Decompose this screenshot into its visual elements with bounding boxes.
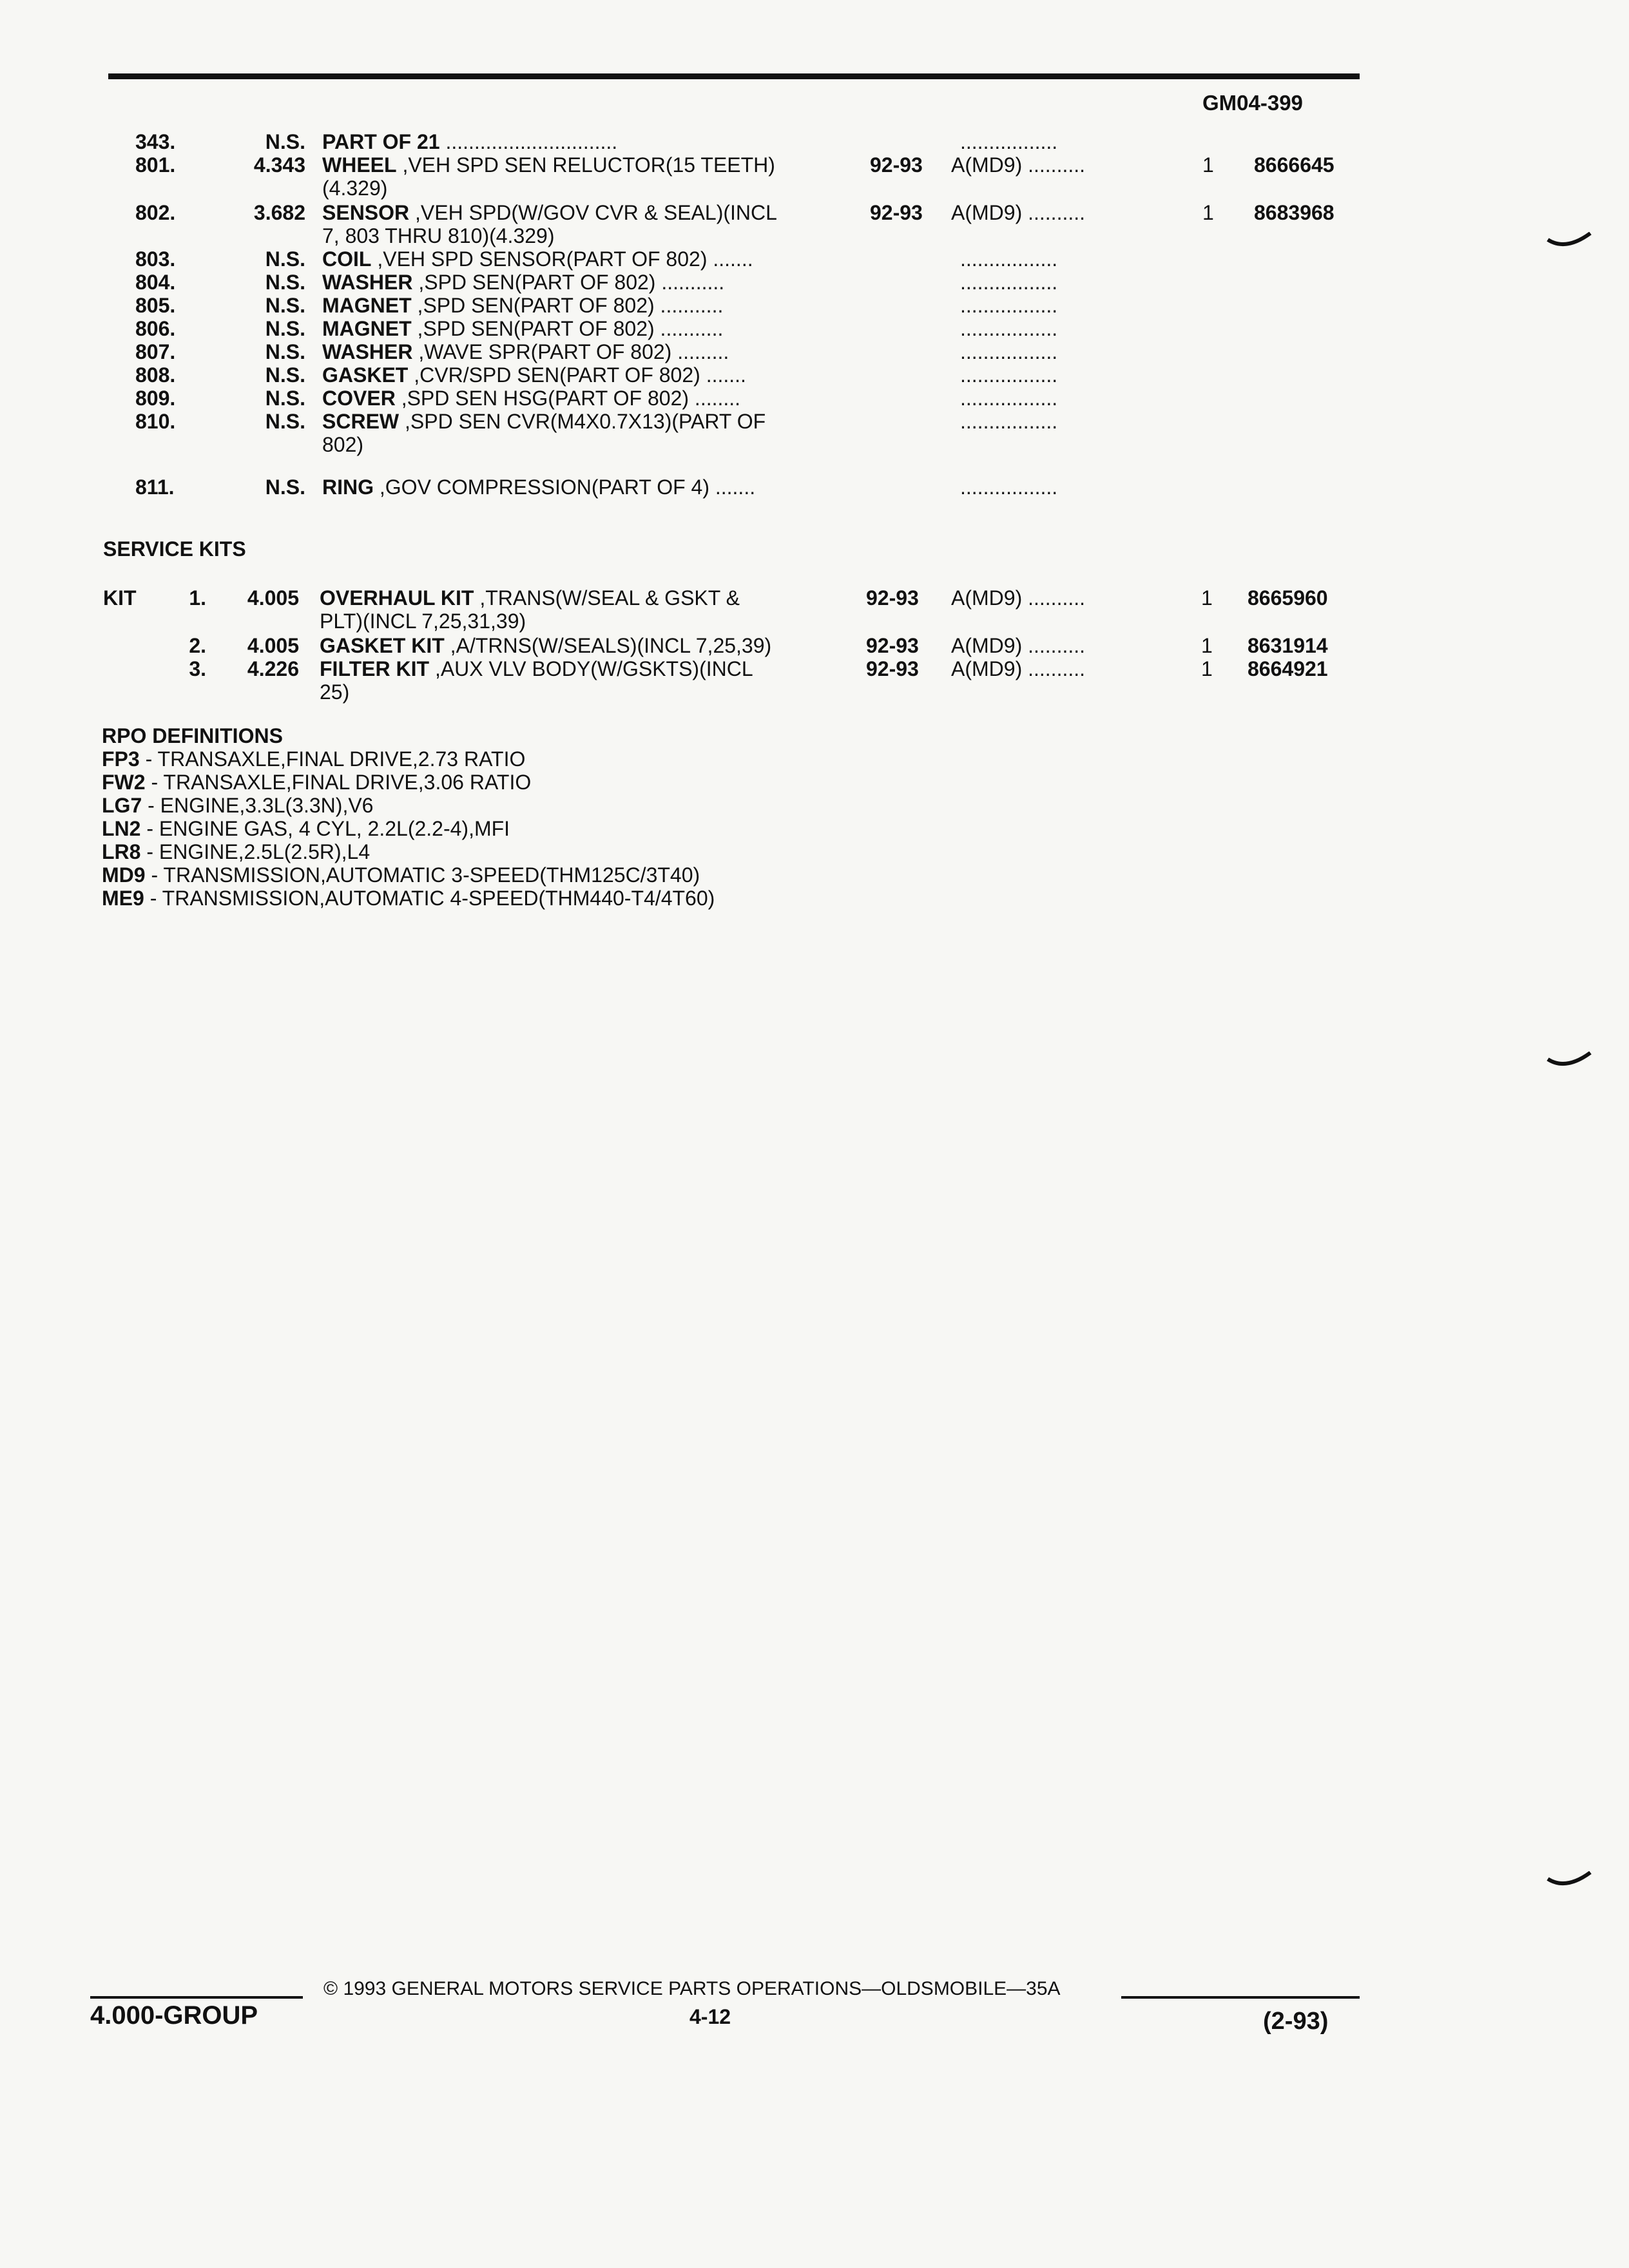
group-number: 4.343 xyxy=(253,153,305,177)
item-number: 1. xyxy=(189,586,206,610)
item-detail: .............................. xyxy=(439,130,618,153)
item-name: COVER xyxy=(322,387,396,410)
item-name: OVERHAUL KIT xyxy=(320,586,474,610)
item-description xyxy=(322,410,954,456)
group-number: N.S. xyxy=(265,130,305,153)
item-name: RING xyxy=(322,476,374,499)
rpo-text: - TRANSAXLE,FINAL DRIVE,2.73 RATIO xyxy=(139,747,526,771)
item-name: SCREW xyxy=(322,410,400,433)
rpo-code: LG7 xyxy=(102,794,142,817)
group-number: 4.005 xyxy=(247,634,299,657)
item-name: COIL xyxy=(322,247,372,271)
kit-label: KIT xyxy=(103,586,137,610)
footer-date: (2-93) xyxy=(1263,2008,1329,2035)
item-description xyxy=(322,153,954,200)
part-number: 8664921 xyxy=(1248,657,1328,680)
item-number: 810. xyxy=(135,410,176,433)
item-detail: ,VEH SPD(W/GOV CVR & SEAL)(INCL xyxy=(409,201,777,224)
item-name: MAGNET xyxy=(322,294,412,317)
rpo-text: - TRANSAXLE,FINAL DRIVE,3.06 RATIO xyxy=(145,771,532,794)
rpo-item xyxy=(102,863,715,887)
item-detail: ,SPD SEN(PART OF 802) ........... xyxy=(412,271,725,294)
rpo-code: FW2 xyxy=(102,771,146,794)
item-description xyxy=(322,363,954,387)
item-name: GASKET xyxy=(322,363,409,387)
rpo-item xyxy=(102,747,715,771)
item-name: WASHER xyxy=(322,340,413,363)
item-number: 805. xyxy=(135,294,176,317)
item-number: 802. xyxy=(135,201,176,224)
item-name: PART OF 21 xyxy=(322,130,440,153)
item-name: FILTER KIT xyxy=(320,657,430,680)
group-number: N.S. xyxy=(265,387,305,410)
usage: ................. xyxy=(960,476,1058,499)
item-description xyxy=(322,340,954,363)
usage: A(MD9) .......... xyxy=(951,586,1086,610)
footer-copyright: © 1993 GENERAL MOTORS SERVICE PARTS OPERATIONS—OLDSMOBILE—35A xyxy=(323,1978,1061,1999)
item-number: 807. xyxy=(135,340,176,363)
rpo-item xyxy=(102,794,715,817)
item-name: WASHER xyxy=(322,271,413,294)
rpo-text: - ENGINE,2.5L(2.5R),L4 xyxy=(140,840,371,863)
group-number: N.S. xyxy=(265,476,305,499)
usage: ................. xyxy=(960,294,1058,317)
footer-group: 4.000-GROUP xyxy=(90,2001,258,2030)
item-number: 803. xyxy=(135,247,176,271)
rpo-text: - ENGINE,3.3L(3.3N),V6 xyxy=(142,794,374,817)
item-detail: ,GOV COMPRESSION(PART OF 4) ....... xyxy=(374,476,756,499)
years: 92-93 xyxy=(870,153,923,177)
item-description xyxy=(322,317,954,340)
item-number: 804. xyxy=(135,271,176,294)
part-number: 8683968 xyxy=(1254,201,1335,224)
years: 92-93 xyxy=(866,657,919,680)
item-detail: ,SPD SEN(PART OF 802) ........... xyxy=(411,294,724,317)
item-number: 801. xyxy=(135,153,176,177)
group-number: N.S. xyxy=(265,363,305,387)
years: 92-93 xyxy=(866,634,919,657)
part-number: 8665960 xyxy=(1248,586,1328,610)
item-description xyxy=(322,271,954,294)
item-detail: ,CVR/SPD SEN(PART OF 802) ....... xyxy=(408,363,746,387)
item-detail-cont: 802) xyxy=(322,433,364,456)
usage: ................. xyxy=(960,363,1058,387)
item-detail-cont: (4.329) xyxy=(322,177,388,200)
quantity: 1 xyxy=(1201,586,1213,610)
item-detail: ,A/TRNS(W/SEALS)(INCL 7,25,39) xyxy=(444,634,772,657)
item-number: 2. xyxy=(189,634,206,657)
item-detail: ,TRANS(W/SEAL & GSKT & xyxy=(474,586,740,610)
rpo-item xyxy=(102,817,715,840)
group-number: 4.005 xyxy=(247,586,299,610)
item-number: 808. xyxy=(135,363,176,387)
rpo-item xyxy=(102,887,715,910)
group-number: N.S. xyxy=(265,340,305,363)
quantity: 1 xyxy=(1202,153,1214,177)
item-description xyxy=(322,247,954,271)
rpo-code: FP3 xyxy=(102,747,140,771)
part-number: 8666645 xyxy=(1254,153,1335,177)
usage: A(MD9) .......... xyxy=(951,634,1086,657)
item-number: 809. xyxy=(135,387,176,410)
rpo-title: RPO DEFINITIONS xyxy=(102,724,283,747)
item-number: 806. xyxy=(135,317,176,340)
service-kits-heading: SERVICE KITS xyxy=(103,537,246,561)
usage: ................. xyxy=(960,271,1058,294)
rpo-text: - TRANSMISSION,AUTOMATIC 4-SPEED(THM440-T4/4T60) xyxy=(144,887,715,910)
group-number: 3.682 xyxy=(253,201,305,224)
group-number: N.S. xyxy=(265,271,305,294)
group-number: 4.226 xyxy=(247,657,299,680)
rpo-item xyxy=(102,840,715,863)
item-description xyxy=(320,634,874,657)
usage: ................. xyxy=(960,340,1058,363)
rpo-code: LN2 xyxy=(102,817,141,840)
binder-mark-icon xyxy=(1547,232,1592,251)
item-detail: ,VEH SPD SENSOR(PART OF 802) ....... xyxy=(371,247,753,271)
rpo-item xyxy=(102,771,715,794)
item-detail-cont: PLT)(INCL 7,25,31,39) xyxy=(320,610,526,633)
catalog-code: GM04-399 xyxy=(1202,91,1303,115)
group-number: N.S. xyxy=(265,247,305,271)
top-rule xyxy=(108,73,1360,79)
years: 92-93 xyxy=(866,586,919,610)
item-detail-cont: 25) xyxy=(320,680,350,704)
page-number: 4-12 xyxy=(689,2005,731,2028)
item-description xyxy=(320,586,874,633)
rpo-code: ME9 xyxy=(102,887,144,910)
item-detail: ,SPD SEN(PART OF 802) ........... xyxy=(411,317,724,340)
item-name: WHEEL xyxy=(322,153,397,177)
quantity: 1 xyxy=(1201,657,1213,680)
years: 92-93 xyxy=(870,201,923,224)
item-number: 3. xyxy=(189,657,206,680)
item-detail: ,AUX VLV BODY(W/GSKTS)(INCL xyxy=(429,657,753,680)
rpo-definitions xyxy=(102,724,715,910)
item-description xyxy=(322,294,954,317)
item-detail: ,VEH SPD SEN RELUCTOR(15 TEETH) xyxy=(396,153,775,177)
quantity: 1 xyxy=(1202,201,1214,224)
quantity: 1 xyxy=(1201,634,1213,657)
rpo-text: - ENGINE GAS, 4 CYL, 2.2L(2.2-4),MFI xyxy=(140,817,510,840)
binder-mark-icon xyxy=(1547,1052,1592,1071)
item-detail: ,WAVE SPR(PART OF 802) ......... xyxy=(412,340,729,363)
item-number: 343. xyxy=(135,130,176,153)
usage: ................. xyxy=(960,317,1058,340)
item-detail: ,SPD SEN CVR(M4X0.7X13)(PART OF xyxy=(399,410,766,433)
item-detail: ,SPD SEN HSG(PART OF 802) ........ xyxy=(395,387,741,410)
item-description xyxy=(322,201,954,247)
footer-rule-right xyxy=(1121,1996,1360,1999)
usage: ................. xyxy=(960,247,1058,271)
group-number: N.S. xyxy=(265,410,305,433)
rpo-code: LR8 xyxy=(102,840,141,863)
usage: ................. xyxy=(960,387,1058,410)
item-description xyxy=(322,387,954,410)
rpo-text: - TRANSMISSION,AUTOMATIC 3-SPEED(THM125C/3T40) xyxy=(145,863,700,887)
usage: A(MD9) .......... xyxy=(951,153,1086,177)
item-detail-cont: 7, 803 THRU 810)(4.329) xyxy=(322,224,555,247)
item-description xyxy=(320,657,874,704)
usage: A(MD9) .......... xyxy=(951,657,1086,680)
part-number: 8631914 xyxy=(1248,634,1328,657)
binder-mark-icon xyxy=(1547,1871,1592,1890)
usage: A(MD9) .......... xyxy=(951,201,1086,224)
footer-rule-left xyxy=(90,1996,303,1999)
usage: ................. xyxy=(960,410,1058,433)
item-name: MAGNET xyxy=(322,317,412,340)
rpo-code: MD9 xyxy=(102,863,146,887)
item-description xyxy=(322,130,954,153)
group-number: N.S. xyxy=(265,317,305,340)
item-name: GASKET KIT xyxy=(320,634,445,657)
item-name: SENSOR xyxy=(322,201,410,224)
item-number: 811. xyxy=(135,476,175,499)
group-number: N.S. xyxy=(265,294,305,317)
usage: ................. xyxy=(960,130,1058,153)
item-description xyxy=(322,476,954,499)
